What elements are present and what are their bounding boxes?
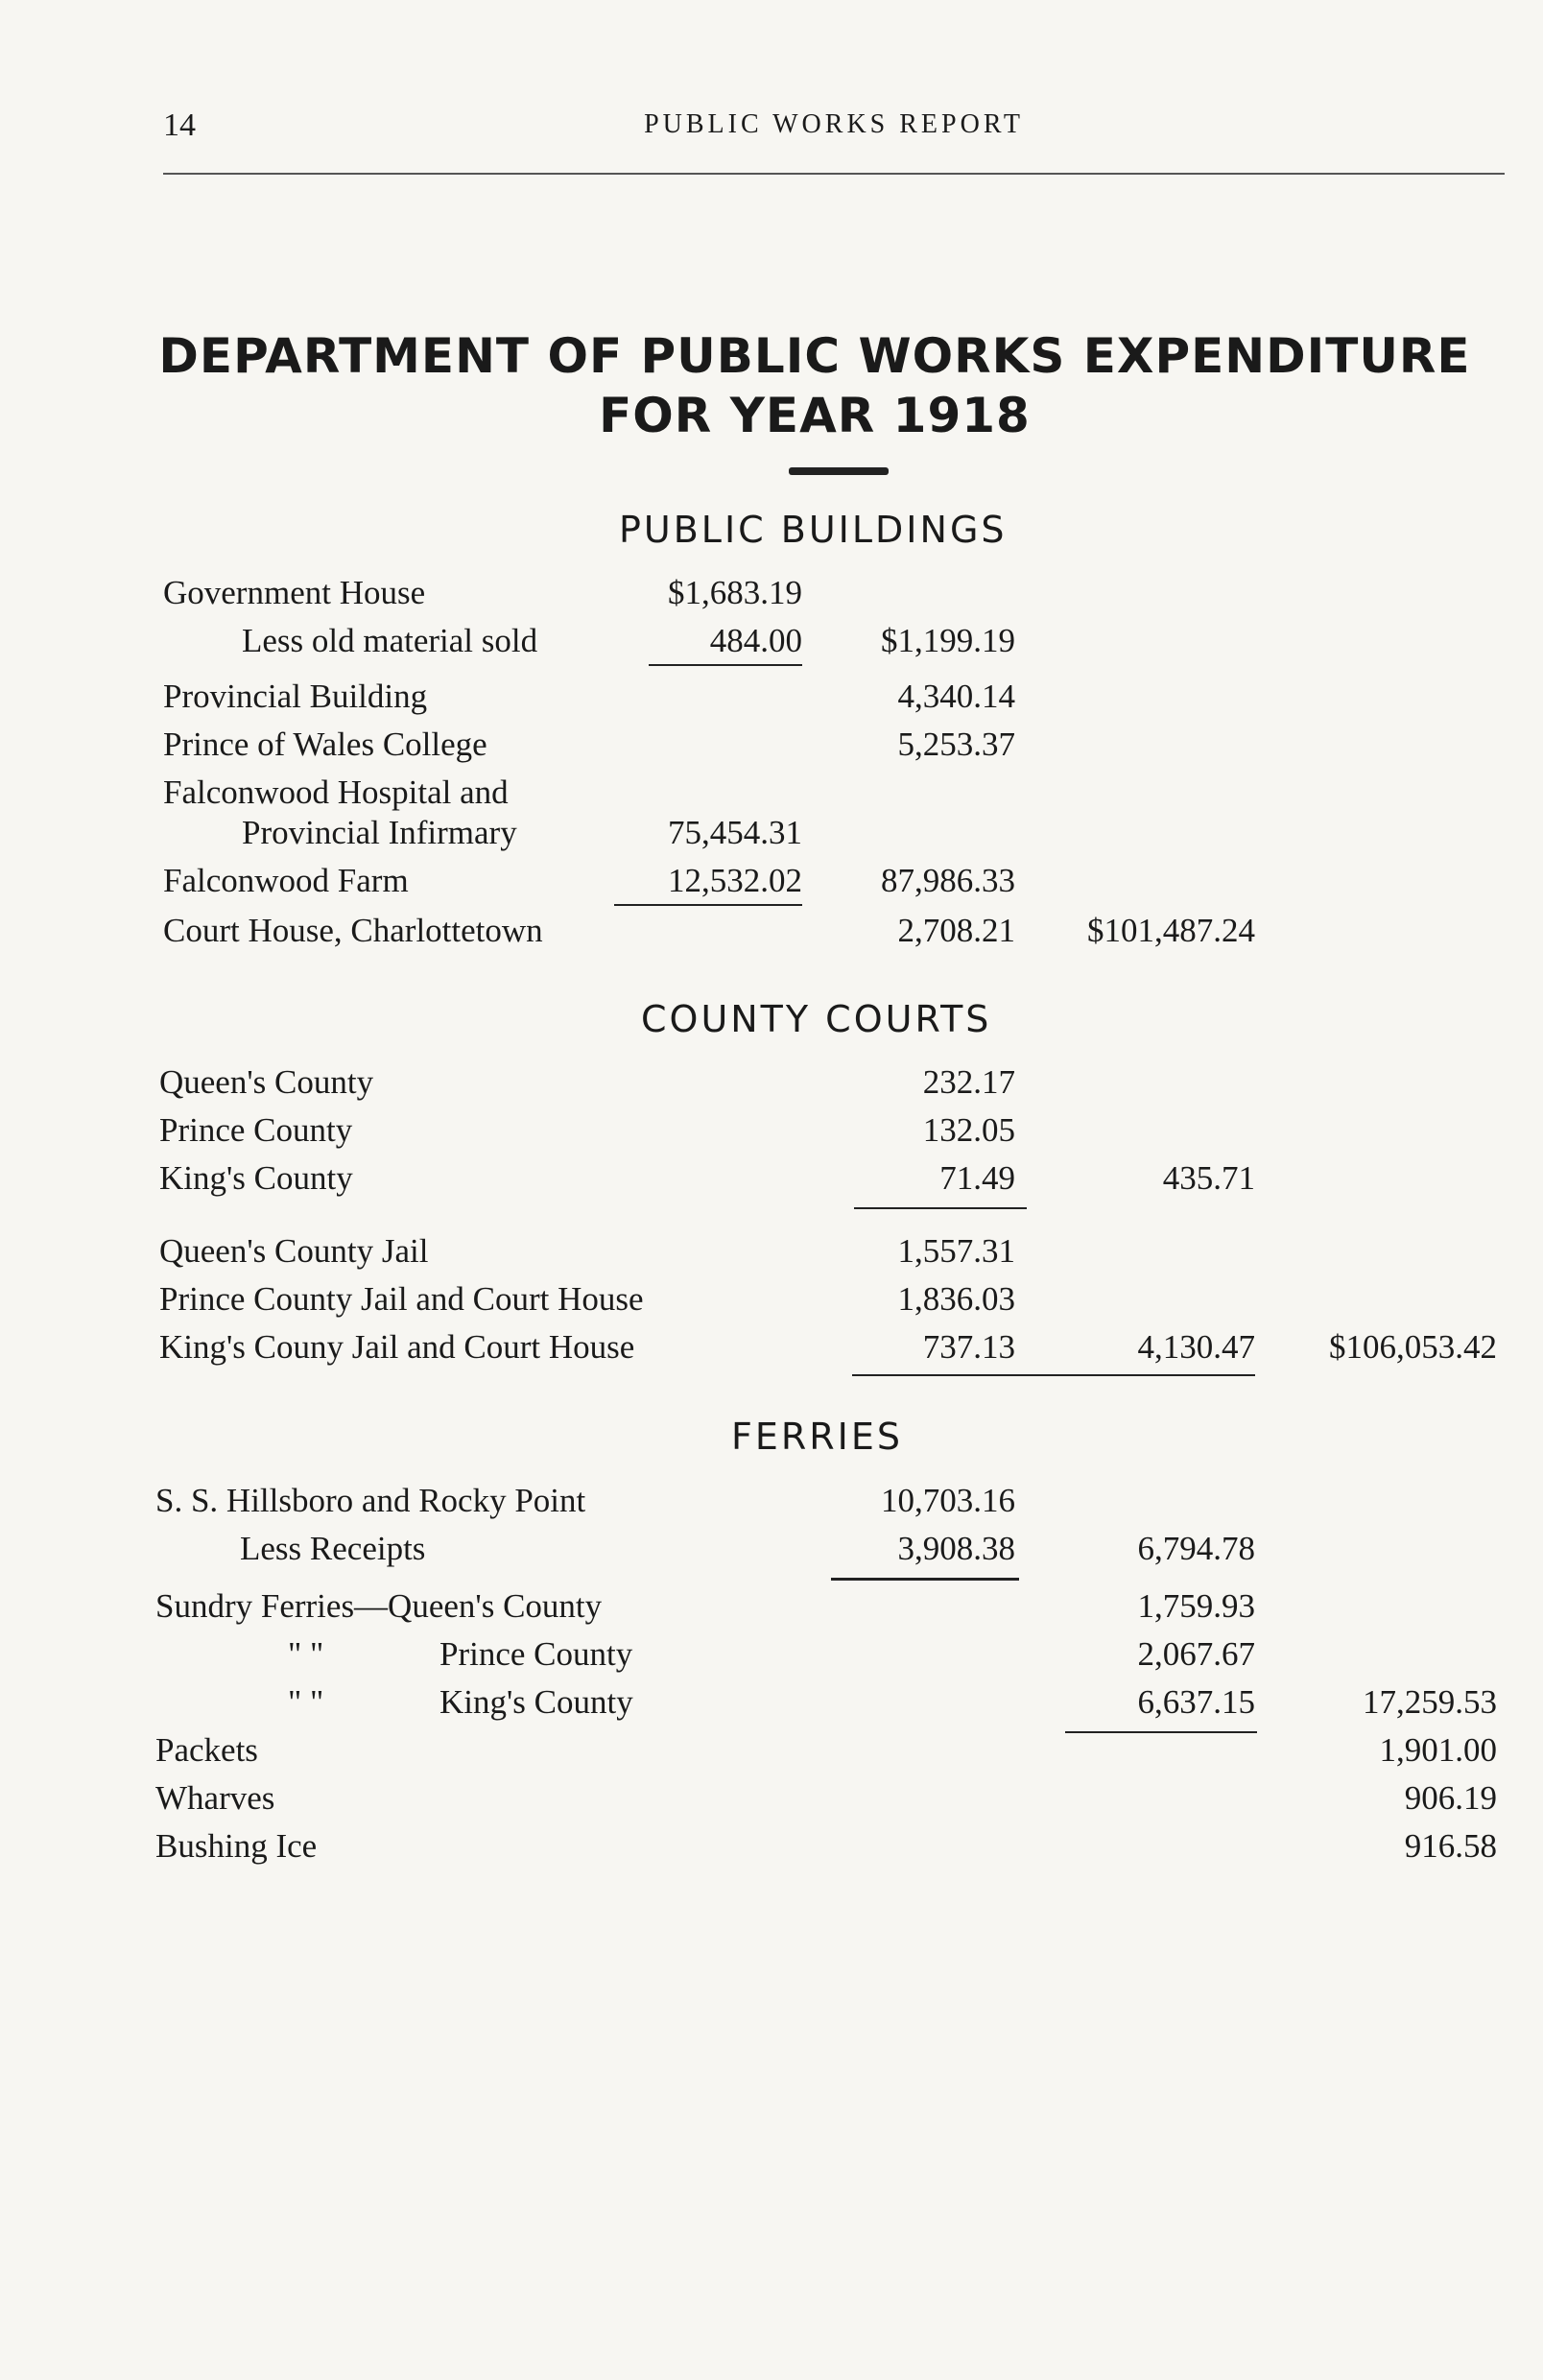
row-amount-col3: 6,794.78 <box>1137 1530 1255 1567</box>
header-rule <box>163 173 1505 175</box>
row-amount-col3: 1,759.93 <box>1137 1587 1255 1625</box>
table-row <box>0 1111 1543 1159</box>
row-amount-col2: 1,557.31 <box>897 1232 1015 1270</box>
row-amount-col2: 3,908.38 <box>897 1530 1015 1567</box>
row-amount-col2: 2,708.21 <box>897 912 1015 949</box>
table-row <box>0 1683 1543 1731</box>
row-label: Queen's County <box>159 1063 374 1101</box>
row-amount-col1: 75,454.31 <box>668 814 802 851</box>
row-amount-col4: 17,259.53 <box>1363 1683 1497 1721</box>
row-amount-col2: 1,836.03 <box>897 1280 1015 1318</box>
subtotal-rule <box>614 904 802 906</box>
row-label: Less old material sold <box>242 622 538 659</box>
table-row <box>0 1159 1543 1207</box>
row-label: Prince County Jail and Court House <box>159 1280 644 1318</box>
table-row <box>0 678 1543 726</box>
row-amount-col2: 737.13 <box>922 1328 1015 1366</box>
row-amount-col1: $1,683.19 <box>668 574 802 611</box>
table-row <box>0 1530 1543 1578</box>
section-heading-ferries: FERRIES <box>731 1416 904 1458</box>
row-label: King's Couny Jail and Court House <box>159 1328 635 1366</box>
table-row <box>0 1587 1543 1635</box>
subtotal-rule <box>649 664 802 666</box>
row-amount-col2: $1,199.19 <box>881 622 1015 659</box>
row-amount-col3: $101,487.24 <box>1087 912 1255 949</box>
section-heading-county-courts: COUNTY COURTS <box>641 998 992 1040</box>
running-head: PUBLIC WORKS REPORT <box>644 109 1024 139</box>
row-label: Bushing Ice <box>155 1827 318 1865</box>
row-label: Packets <box>155 1731 258 1769</box>
table-row <box>0 1635 1543 1683</box>
table-row <box>0 622 1543 670</box>
title-line-2: FOR YEAR 1918 <box>599 388 1031 443</box>
row-label: King's County <box>159 1159 353 1197</box>
title-ornament <box>789 467 889 475</box>
row-amount-col4: 906.19 <box>1404 1779 1497 1817</box>
row-label: Prince of Wales College <box>163 726 487 763</box>
row-amount-col2: 10,703.16 <box>881 1482 1015 1519</box>
title-line-1: DEPARTMENT OF PUBLIC WORKS EXPENDITURE <box>158 328 1471 384</box>
row-label: S. S. Hillsboro and Rocky Point <box>155 1482 586 1519</box>
table-row <box>0 1827 1543 1875</box>
row-label: Queen's County Jail <box>159 1232 429 1270</box>
row-amount-col2: 132.05 <box>922 1111 1015 1149</box>
table-row <box>0 912 1543 960</box>
page-header <box>163 96 1505 154</box>
row-label: Provincial Infirmary <box>242 814 517 851</box>
table-row <box>0 1779 1543 1827</box>
table-row <box>0 1232 1543 1280</box>
row-amount-col2: 71.49 <box>939 1159 1015 1197</box>
row-amount-col2: 87,986.33 <box>881 862 1015 899</box>
table-row <box>0 1063 1543 1111</box>
row-label: Government House <box>163 574 426 611</box>
table-row <box>0 1280 1543 1328</box>
row-amount-col4: 1,901.00 <box>1379 1731 1497 1769</box>
table-row <box>0 862 1543 910</box>
table-row <box>0 1482 1543 1530</box>
row-label: Wharves <box>155 1779 275 1817</box>
row-amount-col3: 2,067.67 <box>1137 1635 1255 1673</box>
row-label: Falconwood Farm <box>163 862 409 899</box>
row-amount-col2: 5,253.37 <box>897 726 1015 763</box>
ditto-marks: " " <box>288 1635 324 1673</box>
row-amount-col1: 484.00 <box>709 622 802 659</box>
row-label: Less Receipts <box>240 1530 426 1567</box>
row-amount-col4: 916.58 <box>1404 1827 1497 1865</box>
row-amount-col2: 4,340.14 <box>897 678 1015 715</box>
table-row <box>0 726 1543 774</box>
row-label: Sundry Ferries—Queen's County <box>155 1587 603 1625</box>
row-amount-col1: 12,532.02 <box>668 862 802 899</box>
page-number: 14 <box>163 107 196 143</box>
section-rule <box>852 1374 1255 1376</box>
table-row <box>0 574 1543 622</box>
ditto-marks: " " <box>288 1683 324 1721</box>
row-amount-col3: 4,130.47 <box>1137 1328 1255 1366</box>
table-row <box>0 814 1543 862</box>
page-title <box>115 326 1514 445</box>
row-label: Prince County <box>159 1111 353 1149</box>
subtotal-rule <box>854 1207 1027 1209</box>
table-row <box>0 1328 1543 1376</box>
row-label: Prince County <box>439 1635 633 1673</box>
section-heading-public-buildings: PUBLIC BUILDINGS <box>619 509 1008 551</box>
row-amount-col2: 232.17 <box>922 1063 1015 1101</box>
row-label: Court House, Charlottetown <box>163 912 543 949</box>
row-amount-col3: 435.71 <box>1162 1159 1255 1197</box>
subtotal-rule <box>831 1578 1019 1581</box>
row-label: Falconwood Hospital and <box>163 774 509 811</box>
table-row <box>0 1731 1543 1779</box>
row-amount-col3: 6,637.15 <box>1137 1683 1255 1721</box>
row-label: Provincial Building <box>163 678 428 715</box>
row-label: King's County <box>439 1683 633 1721</box>
row-amount-col4: $106,053.42 <box>1329 1328 1497 1366</box>
